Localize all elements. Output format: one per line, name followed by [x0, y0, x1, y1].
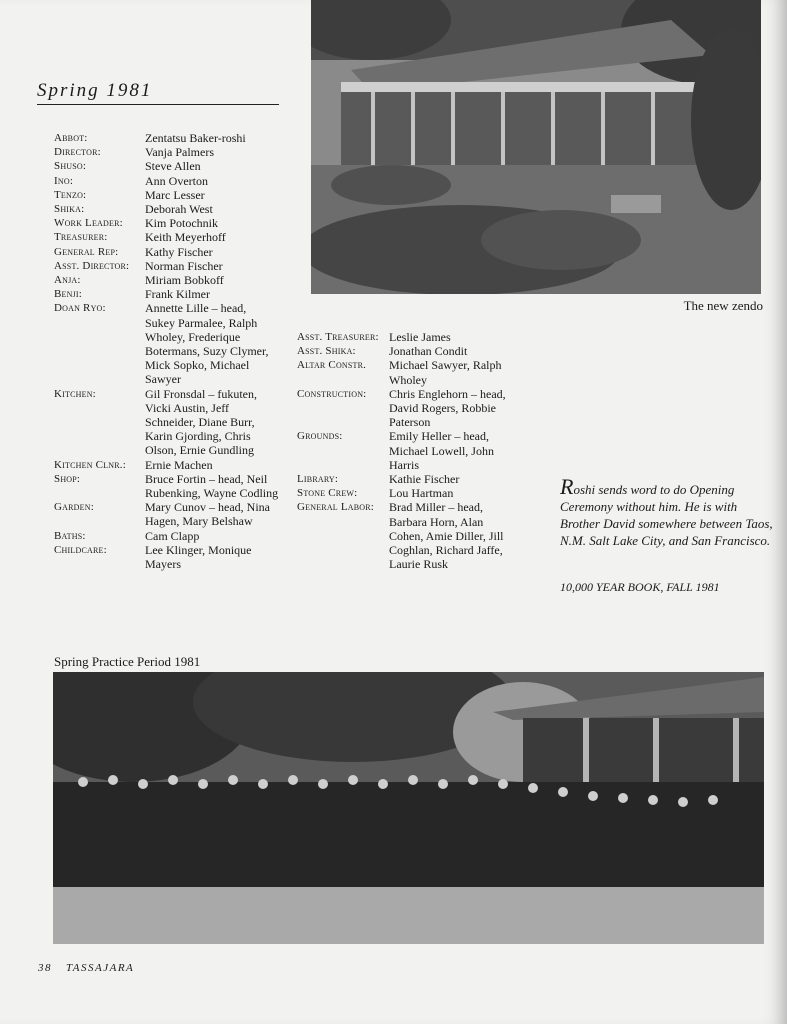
roster-entry	[54, 472, 279, 500]
roster-role: Abbot:	[54, 132, 88, 144]
roster-names: Norman Fischer	[145, 258, 223, 273]
roster-names: Steve Allen	[145, 159, 201, 174]
roster-role: Ino:	[54, 174, 74, 187]
roster-names: Marc Lesser	[145, 187, 205, 202]
roster-role: Childcare:	[54, 543, 107, 556]
roster-names: Lee Klinger, Monique Mayers	[145, 542, 252, 572]
group-photo-caption: Spring Practice Period 1981	[54, 654, 201, 669]
roster-entry	[54, 543, 279, 571]
roster-entry	[297, 387, 519, 430]
page-footer	[38, 962, 134, 974]
roster-role: Asst. Shika:	[297, 345, 356, 358]
roster-role: General Rep:	[54, 245, 119, 258]
roster-right-column	[297, 330, 519, 571]
roster-names: Zentatsu Baker-roshi	[145, 131, 246, 145]
roster-role: Doan Ryo:	[54, 302, 106, 315]
roster-entry	[54, 145, 279, 159]
roster-left-column	[54, 131, 279, 571]
roster-role: Benji:	[54, 288, 83, 301]
roster-entry	[54, 159, 279, 173]
roster-names: Emily Heller – head, Michael Lowell, John Harris	[389, 429, 494, 472]
zendo-caption: The new zendo	[683, 298, 763, 313]
roster-entry	[54, 500, 279, 528]
roster-names: Mary Cunov – head, Nina Hagen, Mary Belshaw	[145, 500, 270, 529]
roster-entry	[297, 429, 519, 472]
roster-entry	[54, 202, 279, 216]
roster-entry	[54, 131, 279, 145]
roster-entry	[54, 287, 279, 301]
quote-source: 10,000 YEAR BOOK, FALL 1981	[560, 580, 720, 594]
roster-names: Frank Kilmer	[145, 287, 210, 302]
roster-entry	[297, 500, 519, 571]
roster-role: Anja:	[54, 274, 81, 287]
roster-names: Kim Potochnik	[145, 216, 219, 231]
roster-role: Construction:	[297, 387, 367, 400]
roster-names: Brad Miller – head, Barbara Horn, Alan Cohen, Amie Diller, Jill Coghlan, Richard Jaffe, Laurie Rusk	[389, 500, 504, 572]
roster-role: Asst. Treasurer:	[297, 331, 379, 343]
group-photo	[53, 672, 764, 944]
roster-names: Jonathan Condit	[389, 344, 468, 359]
roster-entry	[297, 344, 519, 358]
roster-names: Miriam Bobkoff	[145, 273, 224, 288]
roster-role: General Labor:	[297, 501, 375, 514]
roster-names: Kathie Fischer	[389, 472, 460, 487]
roster-role: Kitchen:	[54, 387, 96, 400]
roster-entry	[297, 472, 519, 486]
roster-names: Deborah West	[145, 202, 213, 217]
roster-names: Ann Overton	[145, 173, 208, 188]
roster-role: Stone Crew:	[297, 487, 358, 500]
roster-role: Garden:	[54, 501, 94, 514]
roster-names: Bruce Fortin – head, Neil Rubenking, Wayne Codling	[145, 471, 279, 501]
roster-names: Annette Lille – head, Sukey Parmalee, Ralph Wholey, Frederique Botermans, Suzy Clymer, Mick Sopko, Michael Sawyer	[145, 301, 269, 387]
roster-names: Cam Clapp	[145, 528, 200, 543]
roster-entry	[54, 301, 279, 386]
roster-entry	[54, 230, 279, 244]
roster-names: Michael Sawyer, Ralph Wholey	[389, 358, 502, 387]
roster-role: Shop:	[54, 472, 81, 485]
roster-names: Lou Hartman	[389, 486, 454, 501]
roster-role: Tenzo:	[54, 188, 87, 201]
roster-names: Ernie Machen	[145, 457, 213, 472]
roster-role: Altar Constr.	[297, 359, 367, 372]
roster-names: Kathy Fischer	[145, 244, 213, 259]
roster-role: Library:	[297, 473, 339, 486]
roster-entry	[54, 387, 279, 458]
quote-dropcap: R	[560, 474, 574, 499]
roster-entry	[54, 188, 279, 202]
zendo-photo	[311, 0, 761, 294]
roster-role: Work Leader:	[54, 217, 123, 230]
roshi-quote	[560, 474, 775, 549]
roster-role: Baths:	[54, 529, 86, 542]
section-heading: Spring 1981	[37, 80, 279, 105]
roster-role: Treasurer:	[54, 231, 108, 244]
roster-entry	[297, 486, 519, 500]
page-number: 38	[38, 962, 52, 974]
roster-role: Grounds:	[297, 430, 343, 443]
zendo-illustration	[311, 0, 761, 294]
roster-role: Kitchen Clnr.:	[54, 458, 126, 471]
roster-entry	[54, 245, 279, 259]
roster-names: Chris Englehorn – head, David Rogers, Robbie Paterson	[389, 386, 506, 430]
roster-role: Shuso:	[54, 160, 87, 173]
roster-entry	[54, 174, 279, 188]
roster-role: Asst. Director:	[54, 259, 130, 272]
roster-entry	[297, 358, 519, 386]
roster-names: Leslie James	[389, 330, 451, 344]
roster-entry	[297, 330, 519, 344]
roster-entry	[54, 216, 279, 230]
roster-role: Shika:	[54, 203, 85, 216]
roster-names: Keith Meyerhoff	[145, 230, 226, 245]
roster-entry	[54, 458, 279, 472]
quote-text: oshi sends word to do Opening Ceremony without him. He is with Brother David somewhere between Taos, N.M. Salt Lake City, and San Francisco.	[560, 482, 773, 548]
roster-entry	[54, 529, 279, 543]
roster-role: Director:	[54, 146, 101, 159]
roster-names: Gil Fronsdal – fukuten, Vicki Austin, Jeff Schneider, Diane Burr, Karin Gjording, Chris Olson, Ernie Gundling	[145, 386, 257, 458]
roster-entry	[54, 259, 279, 273]
roster-names: Vanja Palmers	[145, 145, 214, 160]
group-illustration	[53, 672, 764, 944]
publication-name: TASSAJARA	[66, 962, 135, 974]
roster-entry	[54, 273, 279, 287]
